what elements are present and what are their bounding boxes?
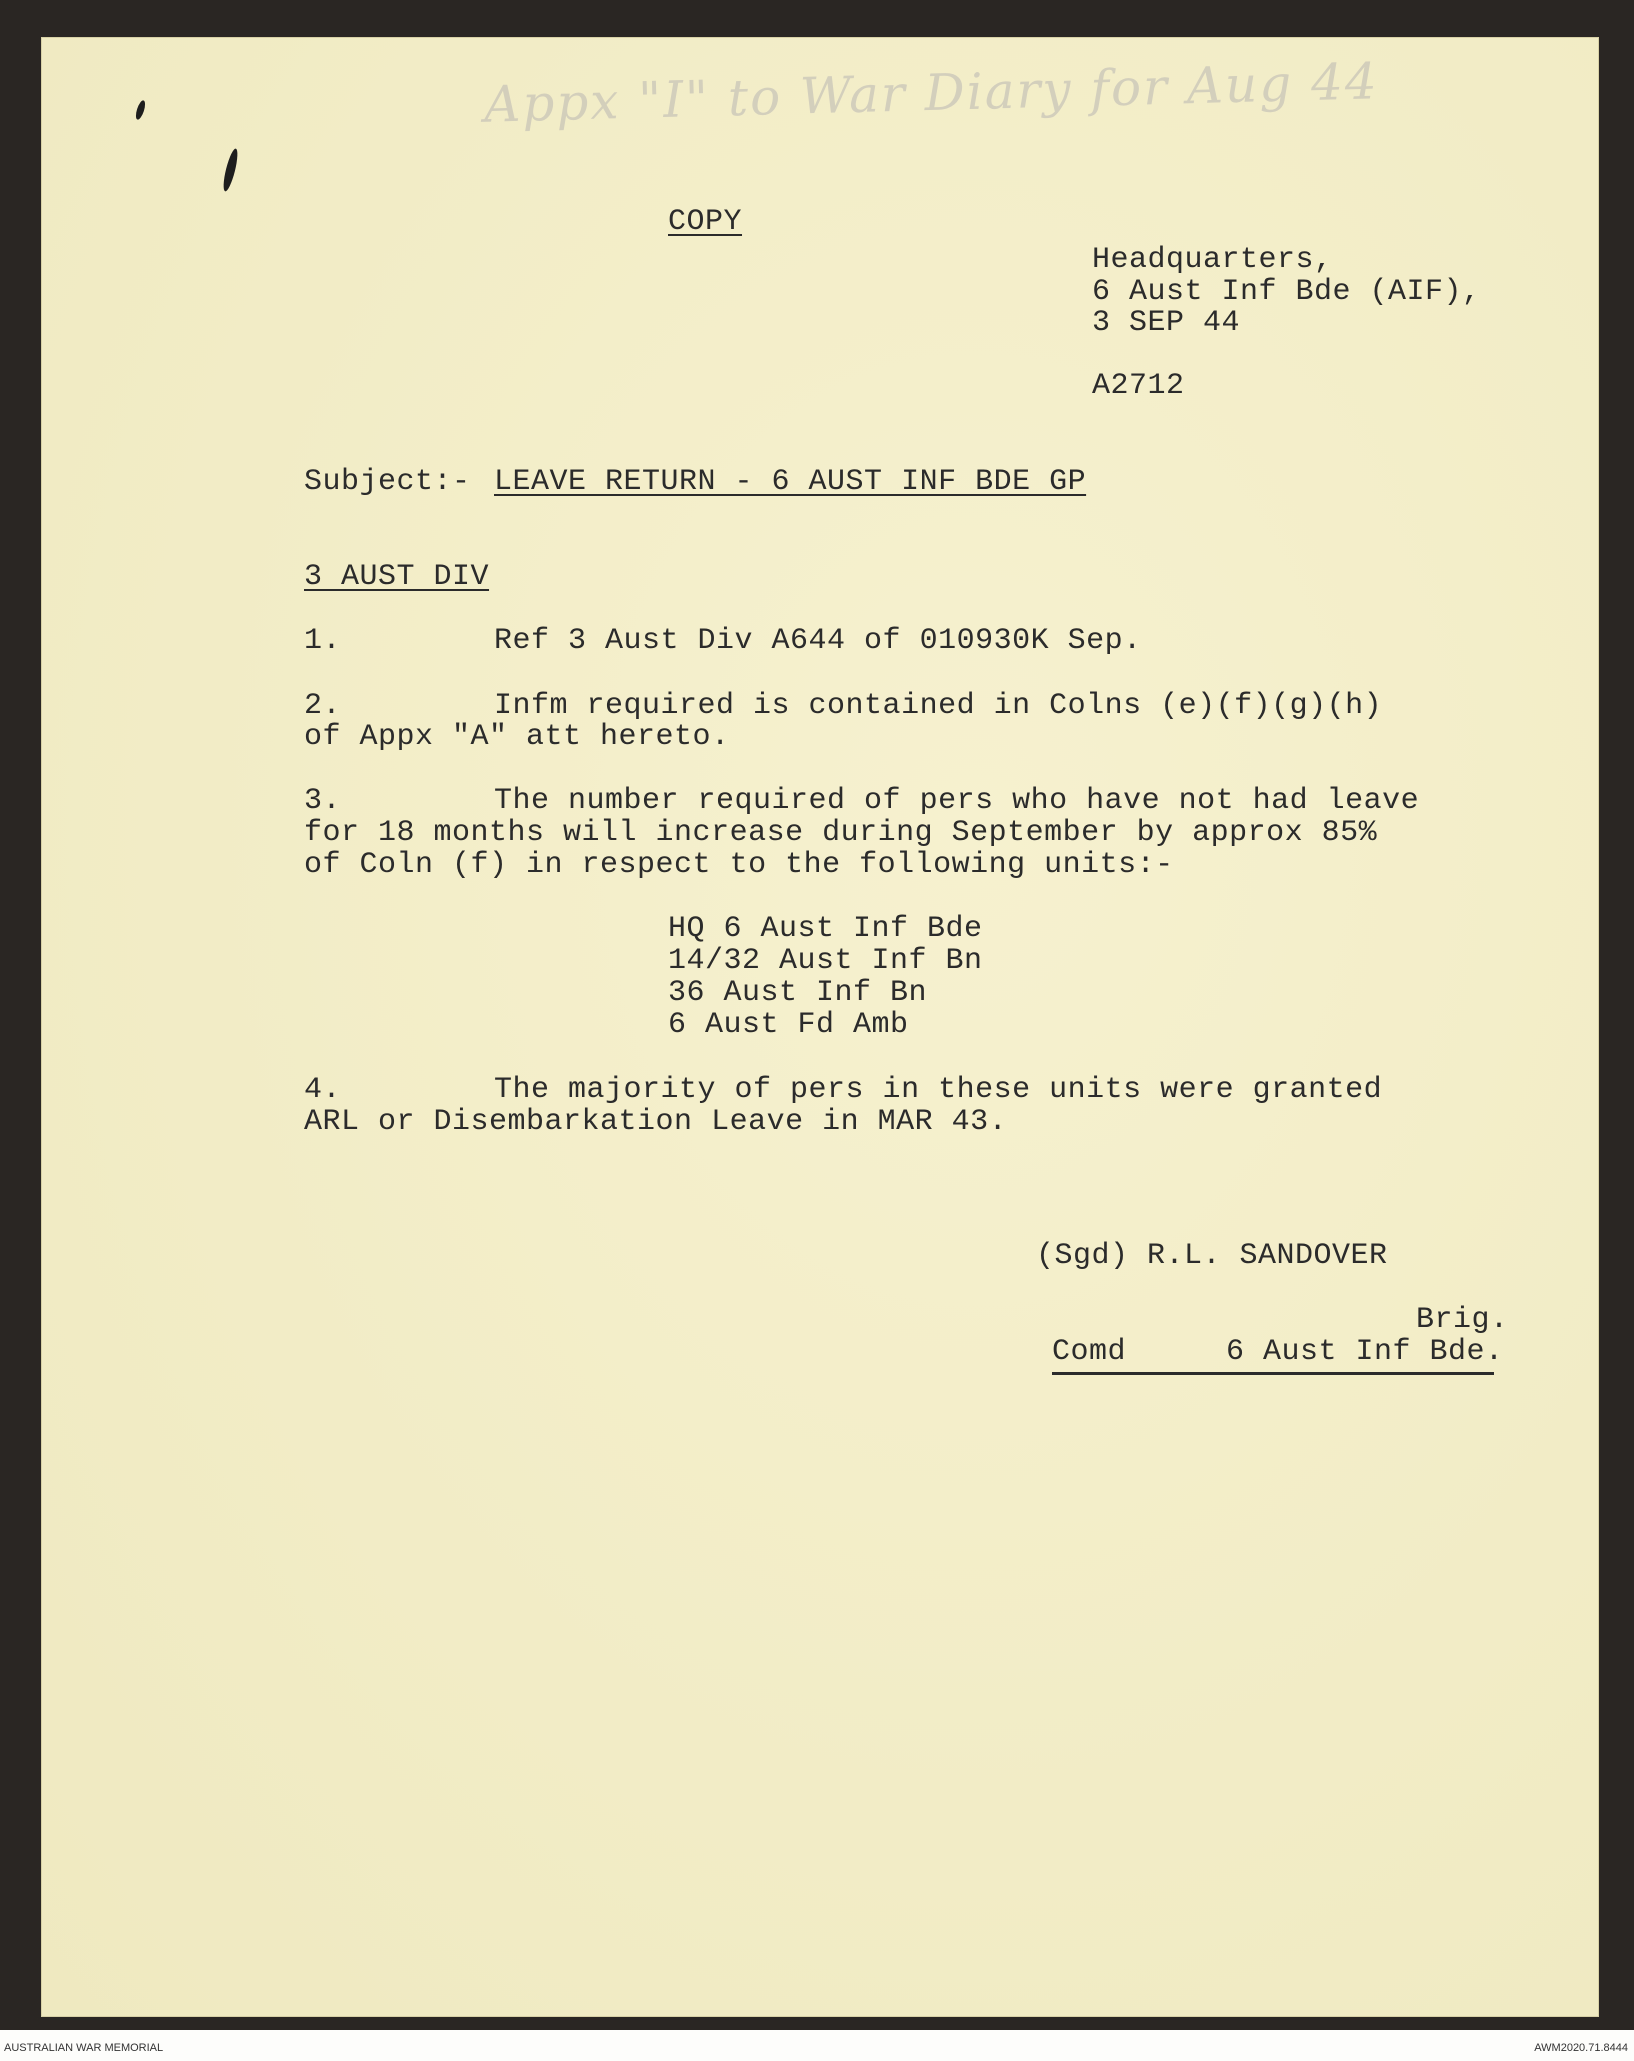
signature-name: (Sgd) R.L. SANDOVER (1036, 1239, 1388, 1273)
subject-label: Subject:- (304, 465, 471, 499)
footer (0, 2038, 1634, 2061)
para-3-line-3: of Coln (f) in respect to the following units:- (304, 848, 1174, 882)
unit-2: 14/32 Aust Inf Bn (668, 944, 983, 978)
para-3-line-1: The number required of pers who have not had leave (494, 784, 1420, 818)
para-2-num: 2. (304, 689, 342, 723)
para-4-num: 4. (304, 1073, 342, 1107)
addressee: 3 AUST DIV (304, 560, 490, 594)
para-4-line-2: ARL or Disembarkation Leave in MAR 43. (304, 1105, 1008, 1139)
handwritten-note: Appx "I" to War Diary for Aug 44 (483, 52, 1380, 134)
footer-right-text: AWM2020.71.8444 (1534, 2042, 1628, 2054)
subject-text: LEAVE RETURN - 6 AUST INF BDE GP (494, 465, 1087, 499)
para-4-line-1: The majority of pers in these units were granted (494, 1073, 1383, 1107)
copy-label: COPY (668, 205, 743, 239)
para-1-num: 1. (304, 624, 342, 658)
footer-left-text: AUSTRALIAN WAR MEMORIAL (4, 2042, 164, 2054)
signature-title-right: 6 Aust Inf Bde. (1226, 1335, 1504, 1369)
unit-1: HQ 6 Aust Inf Bde (668, 912, 983, 946)
para-1-line-1: Ref 3 Aust Div A644 of 010930K Sep. (494, 624, 1142, 658)
signature-title-left: Comd (1052, 1335, 1127, 1369)
unit-4: 6 Aust Fd Amb (668, 1008, 909, 1042)
para-2-line-1: Infm required is contained in Colns (e)(f)(g)(h) (494, 689, 1383, 723)
para-2-line-2: of Appx "A" att hereto. (304, 720, 730, 754)
header-line-3: 3 SEP 44 (1092, 306, 1241, 340)
signature-underline (1052, 1372, 1494, 1375)
para-3-num: 3. (304, 784, 342, 818)
header-line-2: 6 Aust Inf Bde (AIF), (1092, 275, 1481, 309)
para-3-line-2: for 18 months will increase during September by approx 85% (304, 816, 1378, 850)
signature-rank: Brig. (1416, 1303, 1509, 1337)
unit-3: 36 Aust Inf Bn (668, 976, 928, 1010)
header-line-1: Headquarters, (1092, 243, 1333, 277)
header-ref: A2712 (1092, 369, 1185, 403)
